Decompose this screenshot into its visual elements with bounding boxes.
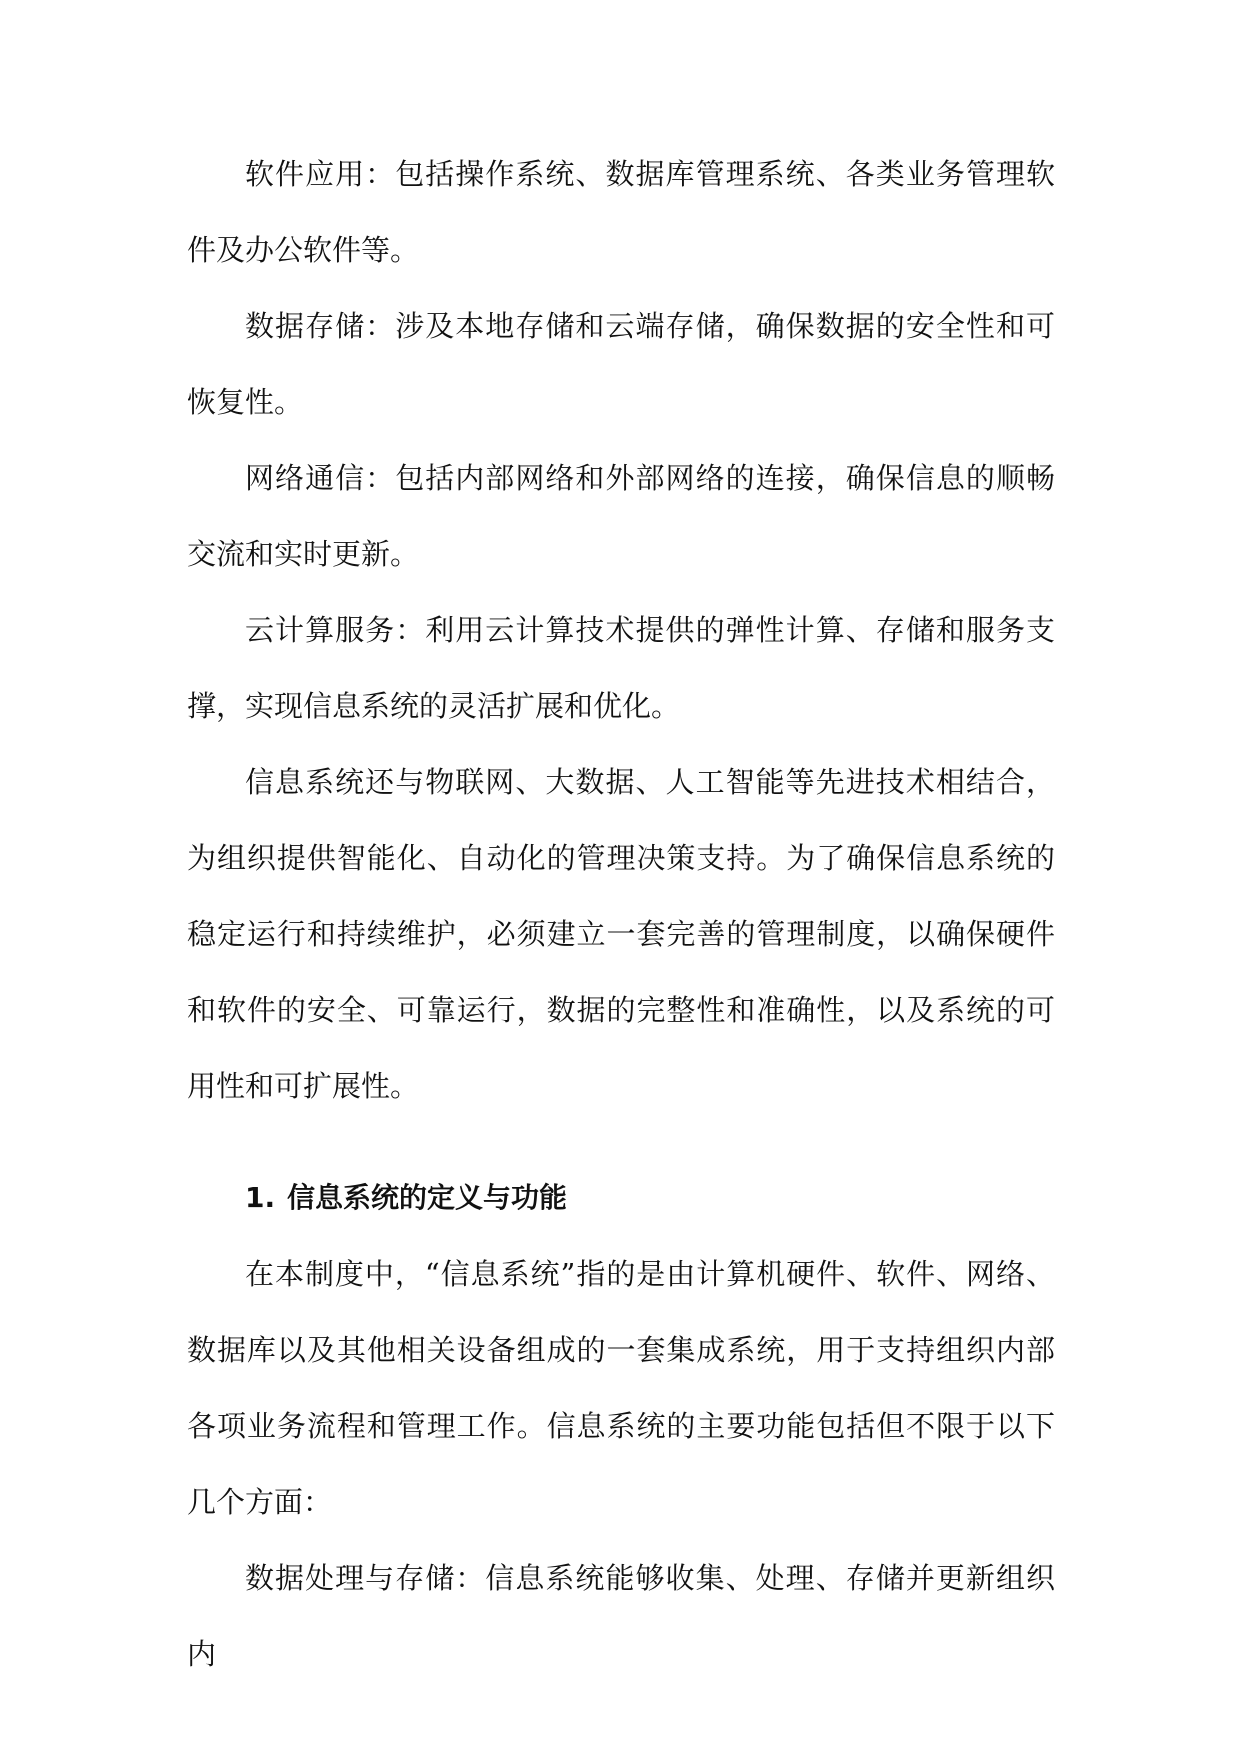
section-number: 1. bbox=[245, 1181, 276, 1214]
paragraph-software-applications: 软件应用：包括操作系统、数据库管理系统、各类业务管理软件及办公软件等。 bbox=[187, 157, 1055, 267]
section-heading bbox=[187, 1160, 1055, 1236]
paragraph-system-integration: 信息系统还与物联网、大数据、人工智能等先进技术相结合，为组织提供智能化、自动化的管理决策支持。为了确保信息系统的稳定运行和持续维护，必须建立一套完善的管理制度，以确保硬件和软件的安全、可靠运行，数据的完整性和准确性，以及系统的可用性和可扩展性。 bbox=[187, 765, 1055, 1103]
paragraph-data-storage: 数据存储：涉及本地存储和云端存储，确保数据的安全性和可恢复性。 bbox=[187, 309, 1055, 419]
paragraph-network-communication: 网络通信：包括内部网络和外部网络的连接，确保信息的顺畅交流和实时更新。 bbox=[187, 461, 1055, 571]
document-body bbox=[187, 136, 1055, 1692]
section-title: 信息系统的定义与功能 bbox=[287, 1181, 568, 1214]
paragraph-cloud-computing: 云计算服务：利用云计算技术提供的弹性计算、存储和服务支撑，实现信息系统的灵活扩展和优化。 bbox=[187, 613, 1055, 723]
paragraph-data-processing: 数据处理与存储：信息系统能够收集、处理、存储并更新组织内 bbox=[187, 1561, 1055, 1671]
paragraph-definition: 在本制度中，“信息系统”指的是由计算机硬件、软件、网络、数据库以及其他相关设备组成的一套集成系统，用于支持组织内部各项业务流程和管理工作。信息系统的主要功能包括但不限于以下几个方面： bbox=[187, 1257, 1055, 1519]
